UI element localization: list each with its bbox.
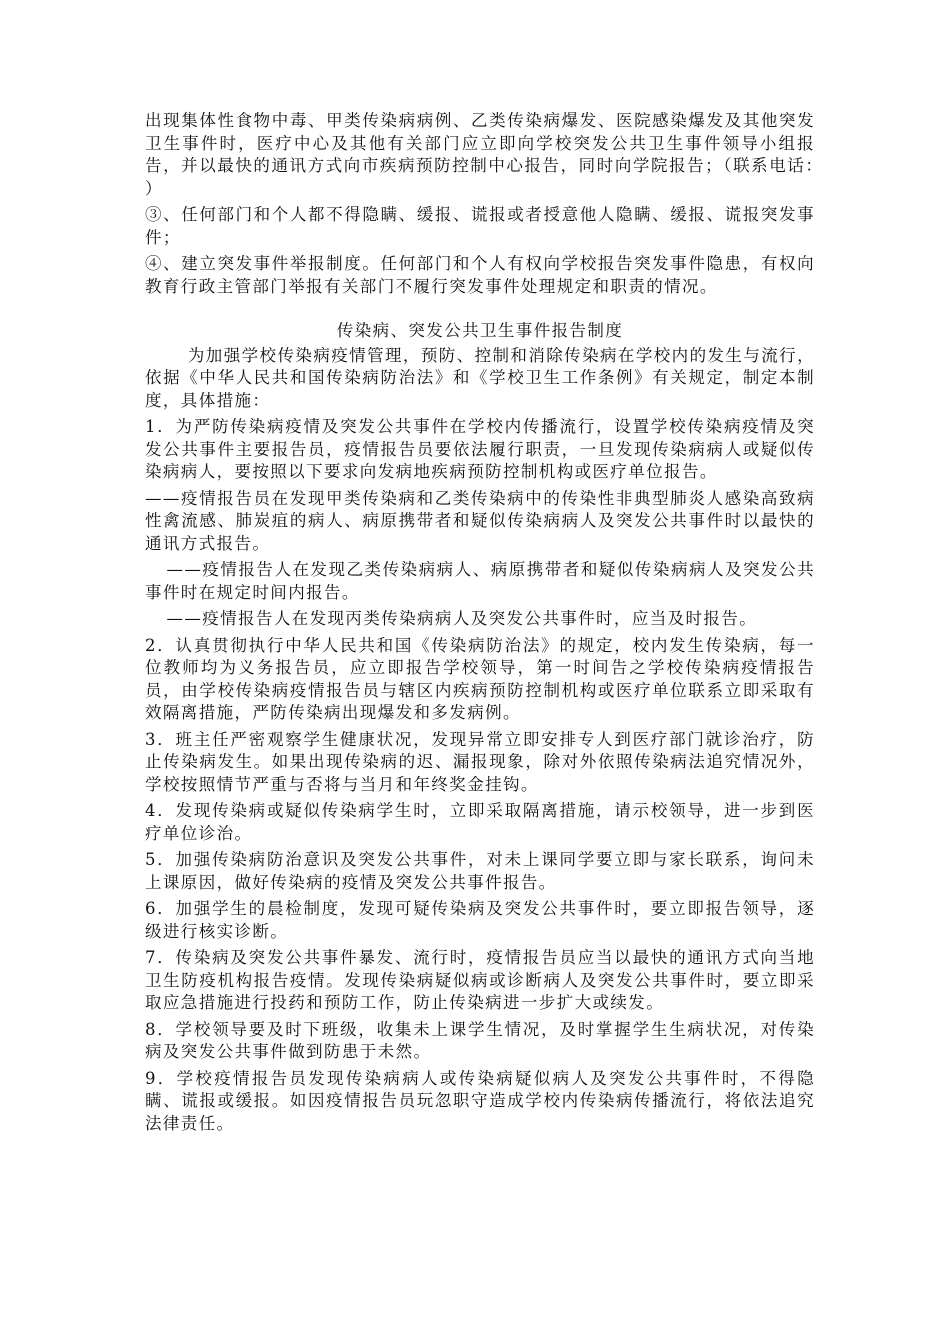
- section-title: 传染病、突发公共卫生事件报告制度: [336, 321, 624, 340]
- dash-item-class-c: ——疫情报告人在发现丙类传染病病人及突发公共事件时，应当及时报告。: [166, 609, 758, 628]
- paragraph-no-concealment: ③、任何部门和个人都不得隐瞒、缓报、谎报或者授意他人隐瞒、缓报、谎报突发事件；: [145, 205, 815, 247]
- dash-item-class-a: ——疫情报告员在发现甲类传染病和乙类传染病中的传染性非典型肺炎人感染高致病性禽流感、肺炭疽的病人、病原携带者和疑似传染病病人及突发公共事件时以最快的通讯方式报告。: [145, 488, 815, 553]
- paragraph-intro: 为加强学校传染病疫情管理，预防、控制和消除传染病在学校内的发生与流行，依据《中华人民共和国传染病防治法》和《学校卫生工作条例》有关规定，制定本制度，具体措施：: [145, 345, 815, 410]
- list-item-8: 8．学校领导要及时下班级，收集未上课学生情况，及时掌握学生生病状况，对传染病及突发公共事件做到防患于未然。: [145, 1019, 815, 1061]
- list-item-2: 2．认真贯彻执行中华人民共和国《传染病防治法》的规定，校内发生传染病，每一位教师均为义务报告员，应立即报告学校领导，第一时间告之学校传染病疫情报告员，由学校传染病疫情报告员与辖区内疾病预防控制机构或医疗单位联系立即采取有效隔离措施，严防传染病出现爆发和多发病例。: [145, 635, 815, 722]
- list-item-9: 9．学校疫情报告员发现传染病病人或传染病疑似病人及突发公共事件时，不得隐瞒、谎报或缓报。如因疫情报告员玩忽职守造成学校内传染病传播流行，将依法追究法律责任。: [145, 1068, 815, 1133]
- list-item-5: 5．加强传染病防治意识及突发公共事件，对未上课同学要立即与家长联系，询问未上课原因，做好传染病的疫情及突发公共事件报告。: [145, 850, 815, 892]
- list-item-6: 6．加强学生的晨检制度，发现可疑传染病及突发公共事件时，要立即报告领导，逐级进行核实诊断。: [145, 899, 815, 941]
- paragraph-whistleblower-system: ④、建立突发事件举报制度。任何部门和个人有权向学校报告突发事件隐患，有权向教育行政主管部门举报有关部门不履行突发事件处理规定和职责的情况。: [145, 254, 815, 296]
- list-item-3: 3．班主任严密观察学生健康状况，发现异常立即安排专人到医疗部门就诊治疗，防止传染病发生。如果出现传染病的迟、漏报现象，除对外依照传染病法追究情况外，学校按照情节严重与否将与当月和年终奖金挂钩。: [145, 729, 815, 794]
- dash-item-class-b: ——疫情报告人在发现乙类传染病病人、病原携带者和疑似传染病病人及突发公共事件时在规定时间内报告。: [145, 560, 815, 602]
- list-item-4: 4．发现传染病或疑似传染病学生时，立即采取隔离措施，请示校领导，进一步到医疗单位诊治。: [145, 801, 815, 843]
- paragraph-incident-reporting: 出现集体性食物中毒、甲类传染病病例、乙类传染病爆发、医院感染爆发及其他突发卫生事件时，医疗中心及其他有关部门应立即向学校突发公共卫生事件领导小组报告，并以最快的通讯方式向市疾病预防控制中心报告，同时向学院报告；（联系电话： ）: [145, 111, 887, 198]
- list-item-7: 7．传染病及突发公共事件暴发、流行时，疫情报告员应当以最快的通讯方式向当地卫生防疫机构报告疫情。发现传染病疑似病或诊断病人及突发公共事件时，要立即采取应急措施进行投药和预防工作，防止传染病进一步扩大或续发。: [145, 948, 815, 1012]
- document-page: [145, 110, 887, 1139]
- list-item-1: 1．为严防传染病疫情及突发公共事件在学校内传播流行，设置学校传染病疫情及突发公共事件主要报告员，疫情报告员要依法履行职责，一旦发现传染病病人或疑似传染病病人，要按照以下要求向发病地疾病预防控制机构或医疗单位报告。: [145, 417, 815, 481]
